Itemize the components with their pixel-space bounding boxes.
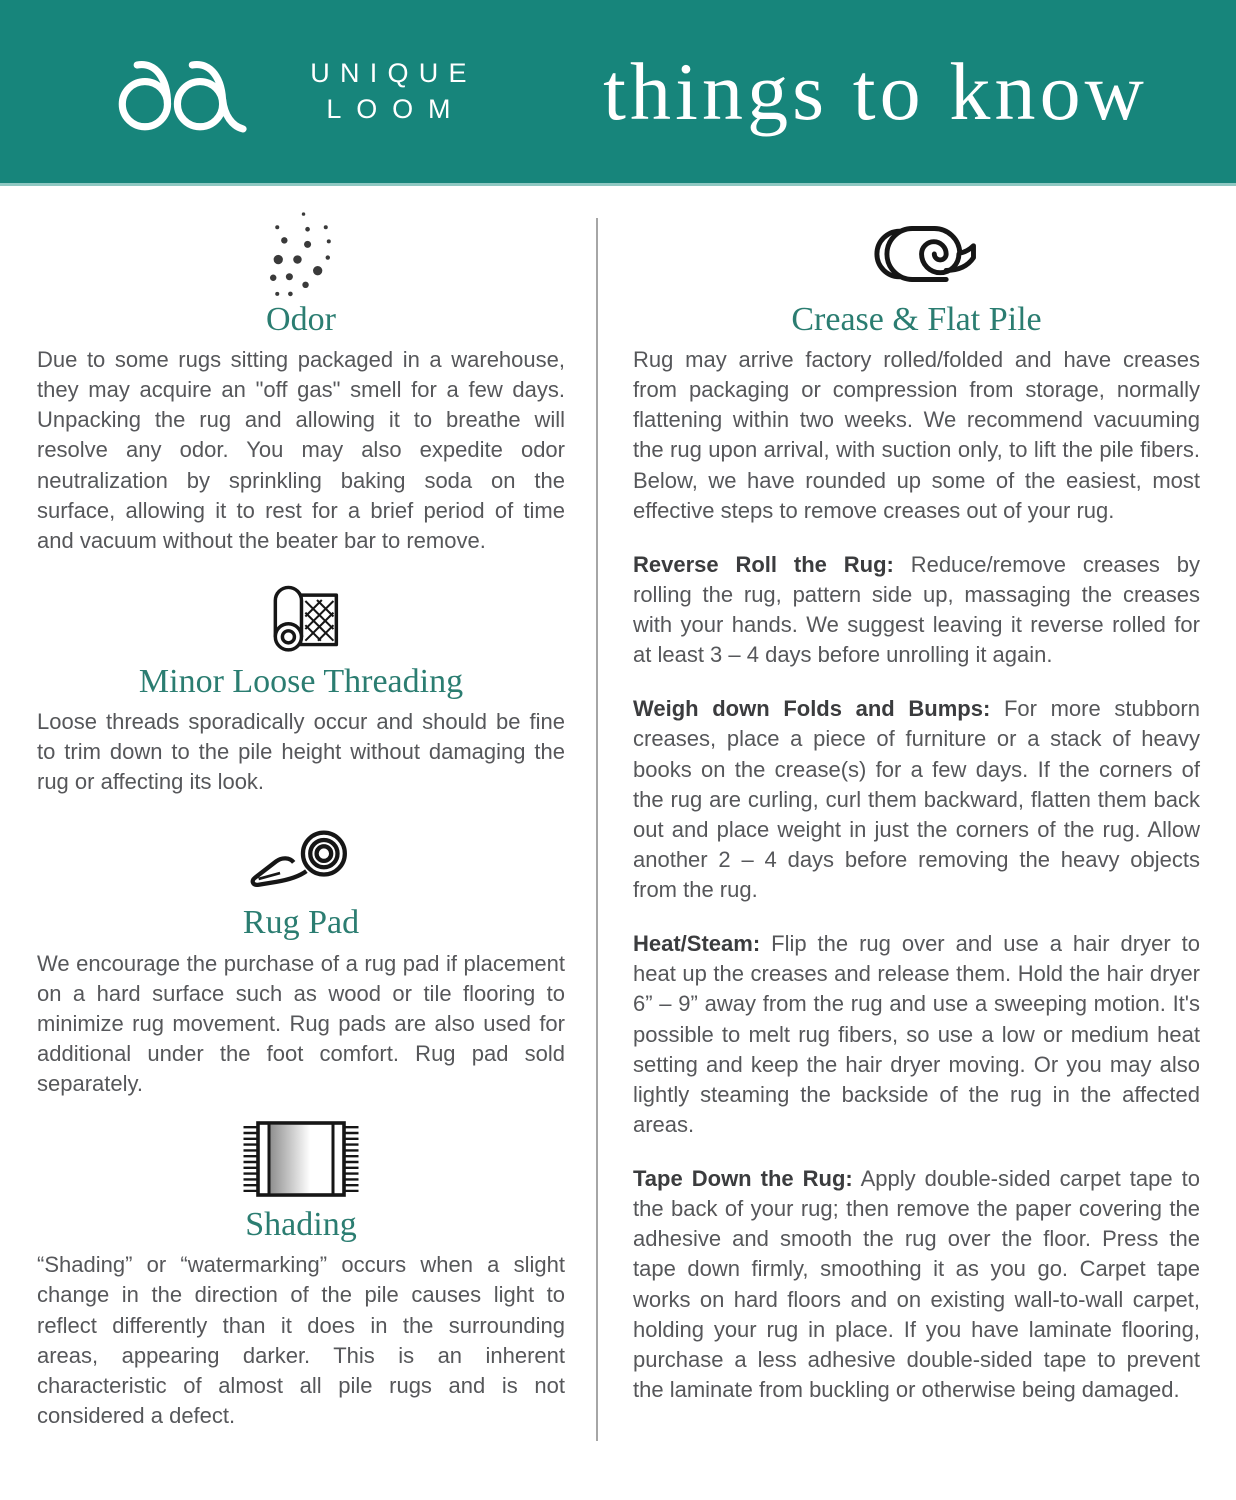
shaded-rug-fringe-icon bbox=[37, 1115, 565, 1203]
left-column bbox=[37, 210, 565, 1447]
brand-line-loom: LOOM bbox=[326, 93, 466, 124]
section-body: “Shading” or “watermarking” occurs when a slight change in the direction of the pile causes light to reflect differently than it does in the surrounding areas, appearing darker. This is an inherent characteristic of almost all pile rugs and is not considered a defect. bbox=[37, 1252, 565, 1428]
section-heading: Odor bbox=[266, 301, 336, 338]
section-shading bbox=[37, 1115, 565, 1431]
rug-pad-roll-icon bbox=[37, 813, 565, 901]
tip-text: Apply double-sided carpet tape to the back of your rug; then remove the paper covering the adhesive and smooth the rug over the floor. Press the tape down firmly, smoothing it as you go. Carpet tape works on hard floors and on existing wall-to-wall carpet, holding your rug in place. If you have laminate flooring, purchase a less adhesive double-sided tape to prevent the laminate from buckling or otherwise being damaged. bbox=[633, 1166, 1200, 1402]
brand-lockup bbox=[104, 49, 477, 135]
tip-heat-steam bbox=[633, 929, 1200, 1140]
section-body: Loose threads sporadically occur and should be fine to trim down to the pile height without damaging the rug or affecting its look. bbox=[37, 709, 565, 795]
section-heading: Crease & Flat Pile bbox=[791, 301, 1042, 338]
section-loose-threading bbox=[37, 572, 565, 797]
tip-label: Heat/Steam: bbox=[633, 931, 761, 957]
section-rug-pad bbox=[37, 813, 565, 1099]
section-crease-flat-pile bbox=[633, 210, 1200, 1405]
tip-tape-down bbox=[633, 1164, 1200, 1405]
tip-label: Weigh down Folds and Bumps: bbox=[633, 696, 991, 722]
header-banner bbox=[0, 0, 1236, 186]
section-intro: Rug may arrive factory rolled/folded and have creases from packaging or compression from storage, normally flattening within two weeks. We recommend vacuuming the rug upon arrival, with suction only, to lift the pile fibers. Below, we have rounded up some of the easiest, most effective steps to remove creases out of your rug. bbox=[633, 347, 1200, 523]
rolled-rug-spiral-icon bbox=[633, 210, 1200, 298]
content-area bbox=[0, 186, 1236, 1447]
section-body: We encourage the purchase of a rug pad if placement on a hard surface such as wood or tile flooring to minimize rug movement. Rug pads are also used for additional under the foot comfort. Rug pad sold separately. bbox=[37, 950, 565, 1097]
tip-text: Reduce/remove creases by rolling the rug, pattern side up, massaging the creases with your hands. We suggest leaving it reverse rolled for at least 3 – 4 days before unrolling it again. bbox=[633, 551, 1200, 668]
brand-name bbox=[300, 56, 477, 126]
section-heading: Minor Loose Threading bbox=[138, 662, 464, 700]
section-heading: Shading bbox=[245, 1206, 357, 1244]
right-column bbox=[598, 210, 1200, 1447]
unique-loom-logo-icon bbox=[104, 49, 274, 135]
tip-text: For more stubborn creases, place a piece of furniture or a stack of heavy books on the crease(s) for a few days. If the corners of the rug are curling, curl them backward, flatten them back out and place weight in just the corners of the rug. Allow another 2 – 4 days before removing the heavy objects from the rug. bbox=[633, 696, 1200, 903]
odor-dots-icon bbox=[37, 210, 565, 298]
tip-label: Tape Down the Rug: bbox=[633, 1166, 853, 1192]
section-body: Due to some rugs sitting packaged in a warehouse, they may acquire an "off gas" smell for a few days. Unpacking the rug and allowing it to breathe will resolve any odor. You may also expedite odor neutralization by sprinkling baking soda on the surface, allowing it to rest for a brief period of time and vacuum without the beater bar to remove. bbox=[37, 347, 565, 553]
page-title: things to know bbox=[603, 45, 1148, 137]
brand-line-unique: UNIQUE bbox=[310, 58, 477, 89]
tip-label: Reverse Roll the Rug: bbox=[633, 551, 894, 577]
tip-weigh-down bbox=[633, 694, 1200, 905]
tip-reverse-roll bbox=[633, 550, 1200, 671]
rolled-rug-crosshatch-icon bbox=[37, 572, 565, 660]
tip-text: Flip the rug over and use a hair dryer to heat up the creases and release them. Hold the hair dryer 6” – 9” away from the rug and use a sweeping motion. It's possible to melt rug fibers, so use a low or medium heat setting and keep the hair dryer moving. Or you may also lightly steaming the backside of the rug in the affected areas. bbox=[633, 931, 1200, 1137]
section-heading: Rug Pad bbox=[242, 904, 360, 942]
section-odor bbox=[37, 210, 565, 556]
